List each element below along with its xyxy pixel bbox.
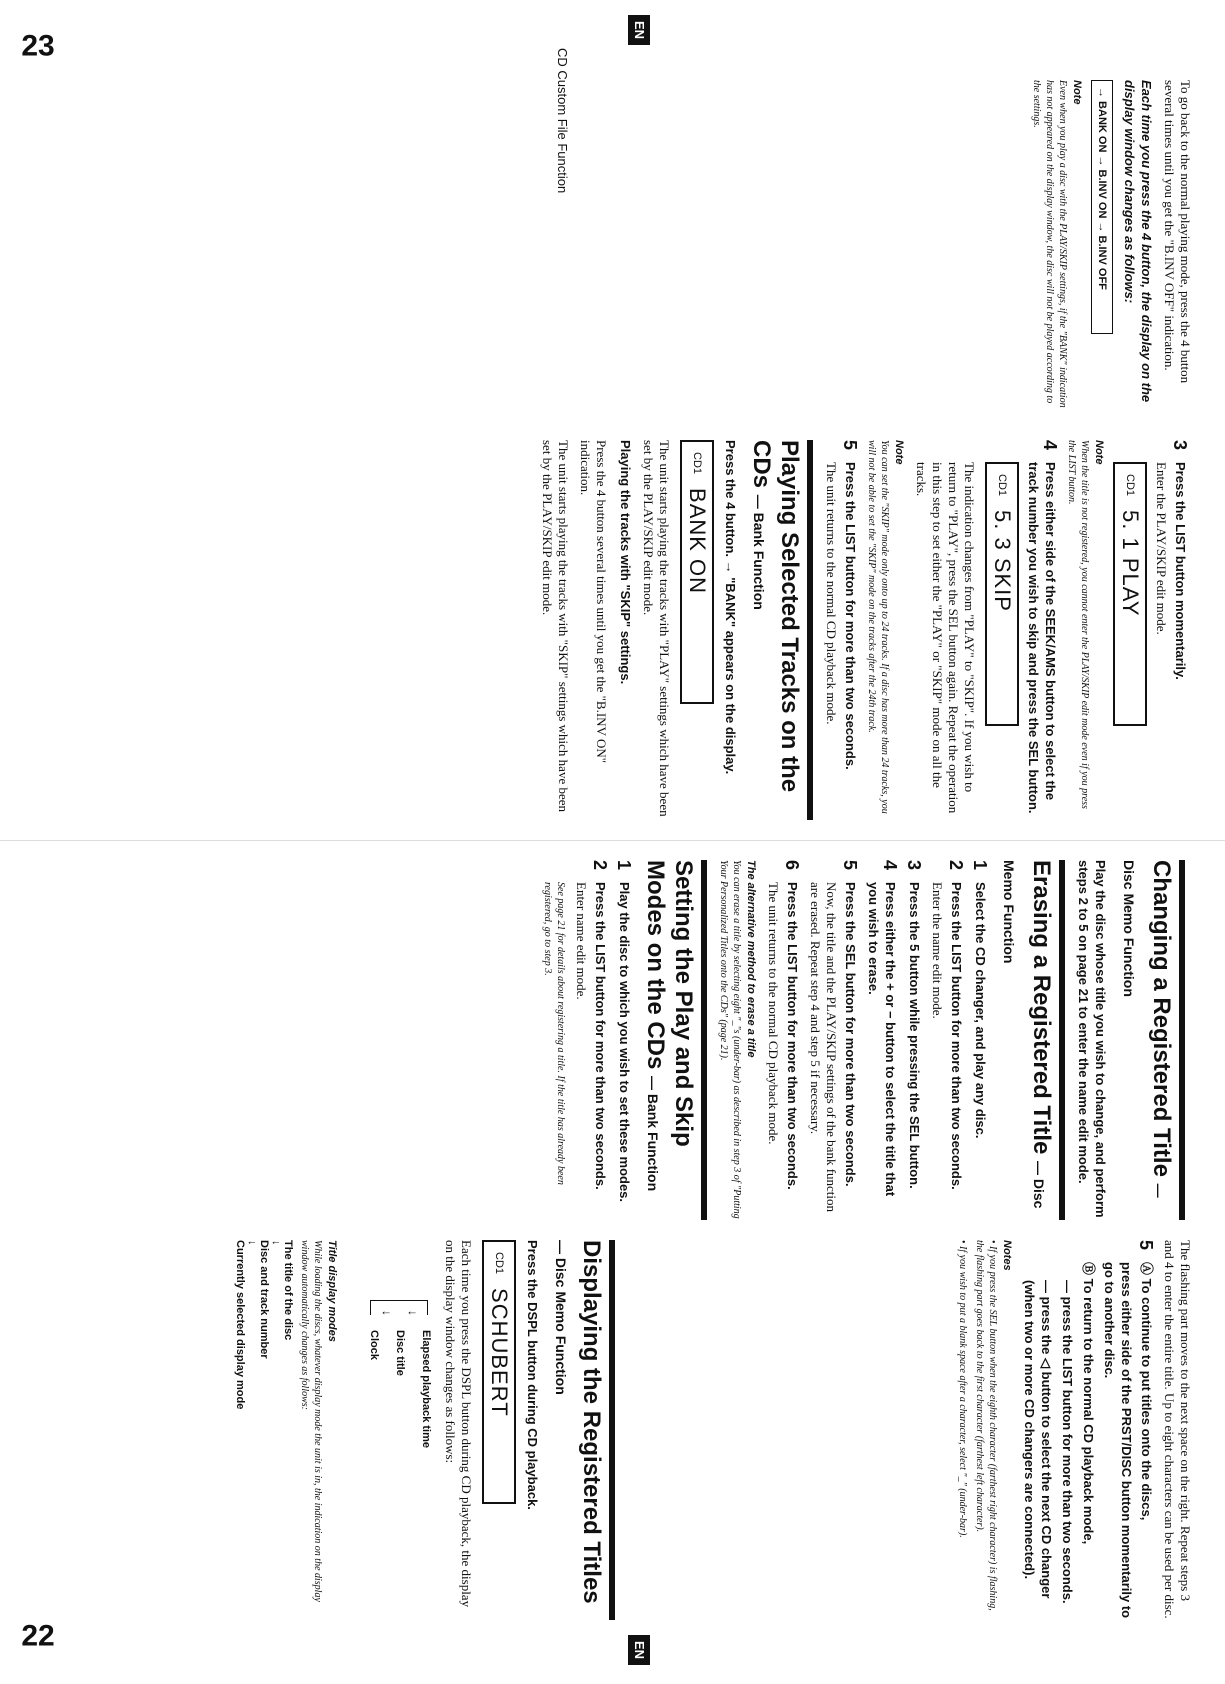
changing-lead: Play the disc whose title you wish to change, and perform steps 2 to 5 on page 21 to enter the name edit mode. <box>1076 860 1108 1218</box>
playing-body-1: The unit starts playing the tracks with "PLAY" settings which have been set by the PLAY/SKIP edit mode. <box>641 440 672 817</box>
step-5-row <box>1137 1240 1155 1620</box>
pskip-step-4-num: 4 <box>1040 440 1060 451</box>
display-play-cd: CD1 <box>1124 474 1136 497</box>
step-5-number: 5 <box>1136 1240 1156 1251</box>
erase-step-4-num: 4 <box>880 860 900 871</box>
diagram-elapsed: Elapsed playback time <box>420 1330 432 1448</box>
note-text: Even when you play a disc with the PLAY/SKIP settings, if the "BANK" indication has not appeared on the display window, the disc will not be played according to the settings. <box>1031 80 1068 408</box>
pskip-step-5-text: Press the LIST button for more than two seconds. <box>843 462 858 770</box>
notes-title: Notes <box>1001 1240 1013 1271</box>
display-cd: CD1 <box>493 1252 505 1275</box>
playing-lead: Press the 4 button. → "BANK" appears on the display. <box>723 440 738 775</box>
erase-step-5-body: Now, the title and the PLAY/SKIP settings of the bank function are erased. Repeat step 4 and step 5 if necessary. <box>808 882 839 1213</box>
modes-note: While loading the discs, whatever display mode the unit is in, the indication on the display window automatically changes as follows: <box>299 1240 323 1602</box>
step-5a-text: press either side of the PRST/DISC button momentarily to go to another disc. <box>1102 1262 1134 1619</box>
erase-step-6 <box>783 860 801 1220</box>
erase-step-1-text: Select the CD changer, and play any disc. <box>973 882 988 1139</box>
display-skip-cd: CD1 <box>996 474 1008 497</box>
arrow-down-icon: ↓ <box>246 1240 258 1246</box>
en-tab-22: EN <box>628 1635 650 1665</box>
set-step-2-num: 2 <box>590 860 610 871</box>
seq-3: Currently selected display mode <box>234 1240 246 1410</box>
erase-step-2 <box>947 860 965 1220</box>
display-play-text: 5. 1 PLAY <box>1118 510 1143 617</box>
alt-method-body: You can erase a title by selecting eight "_"s (under-bar) as described in step 3 of "Putting Your Personalized Titles onto the CDs" (page 21). <box>718 860 742 1219</box>
erase-step-3-num: 3 <box>904 860 924 871</box>
notes-item-2: • If you wish to put a blank space after a character, select "_" (under-bar). <box>956 1240 969 1620</box>
section-subtitle: — Disc Memo Function <box>553 1240 569 1395</box>
erase-step-4 <box>865 860 899 1220</box>
alt-method-heading: The alternative method to erase a title <box>745 860 757 1058</box>
section-body: Each time you press the DSPL button during CD playback, the display on the display window changes as follows: <box>443 1240 474 1608</box>
skip-body: Press the 4 button several times until you get the "B.INV ON" indication. <box>578 440 609 764</box>
display-skip-text: 5. 3 SKIP <box>990 510 1015 612</box>
playing-title-text: Playing Selected Tracks on the CDs <box>748 440 803 793</box>
notes-item-1: • If you press the SEL button when the eighth character (farthest right character) is flashing, the flashing part goes back to the first character (farthest left character). <box>973 1240 999 1620</box>
erase-step-1-num: 1 <box>970 860 990 871</box>
step-5b-label: Ⓑ To return to the normal CD playback mode, <box>1081 1262 1096 1545</box>
pskip-step-3-body: Enter the PLAY/SKIP edit mode. <box>1154 462 1169 635</box>
skip-heading: Playing the tracks with "SKIP" settings. <box>618 440 633 685</box>
changing-title-text: Changing a Registered Title <box>1148 860 1175 1177</box>
page-23-number: 23 <box>21 29 55 63</box>
erase-step-6-text: Press the LIST button for more than two seconds. <box>785 882 800 1190</box>
erase-step-4-text: Press either the + or − button to select the title that you wish to erase. <box>866 882 898 1197</box>
pskip-step-4-text: Press either side of the SEEK/AMS button to select the track number you wish to skip and press the SEL button. <box>1026 462 1058 814</box>
bank-cycle-flow: → BANK ON → B.INV ON → B.INV OFF <box>1091 80 1113 334</box>
set-step-1 <box>615 860 633 1220</box>
intro: The flashing part moves to the next space on the right. Repeat steps 3 and 4 to enter the entire title. Up to eight characters can be used per disc. <box>1162 1240 1193 1619</box>
erasing-subtitle: — Disc Memo Function <box>1001 860 1047 1209</box>
setting-title <box>639 860 707 1220</box>
seq-1: The title of the disc <box>282 1240 294 1341</box>
pskip-step-3 <box>1171 440 1189 820</box>
section-lead: Press the DSPL button during CD playback. <box>525 1240 540 1510</box>
arrow-down-icon: ↓ <box>270 1240 282 1246</box>
erasing-title-text: Erasing a Registered Title <box>1028 860 1055 1155</box>
playing-body-2: The unit starts playing the tracks with "SKIP" settings which have been set by the PLAY/SKIP edit mode. <box>540 440 571 813</box>
erase-step-1 <box>971 860 989 1220</box>
display-skip <box>985 462 1019 726</box>
display-text: SCHUBERT <box>487 1288 512 1417</box>
playing-subtitle: — Bank Function <box>751 494 767 610</box>
erase-step-2-body: Enter the name edit mode. <box>930 882 945 1019</box>
erase-step-5-text: Press the SEL button for more than two seconds. <box>843 882 858 1187</box>
note-2-text: You can set the "SKIP" mode only onto up to 24 tracks. If a disc has more than 24 tracks, you will not be able to set the "SKIP" mode on the tracks after the 24th track. <box>866 440 890 814</box>
col4-block <box>1026 80 1195 410</box>
pskip-step-5-num: 5 <box>840 440 860 451</box>
note-1-text: When the title is not registered, you cannot enter the PLAY/SKIP edit mode even if you press the LIST button. <box>1066 440 1090 809</box>
step-5a-label: Ⓐ To continue to put titles onto the discs, <box>1139 1262 1154 1521</box>
pskip-step-4-body: The indication changes from "PLAY" to "SKIP". If you wish to return to "PLAY", press the SEL button again. Repeat the operation in this step to set either the "PLAY" or "SKIP" mode on all the tracks. <box>914 462 977 814</box>
note-heading: Note <box>1071 80 1083 105</box>
col2-block <box>537 860 1195 1220</box>
diagram-clock: Clock <box>368 1330 380 1360</box>
set-step-2-note: See page 21 for details about registering a title. If the title has already been registered, go to step 3. <box>542 882 566 1185</box>
normal-mode-body: To go back to the normal playing mode, press the 4 button several times until you get the "B.INV OFF" indication. <box>1162 80 1193 384</box>
step-5b-dash-2: — press the ◁ button to select the next CD changer (when two or more CD changers are connected). <box>1022 1280 1054 1599</box>
page-gutter <box>0 840 1225 841</box>
erase-step-6-num: 6 <box>782 860 802 871</box>
pskip-step-5 <box>841 440 859 820</box>
erase-step-3-text: Press the 5 button while pressing the SEL button. <box>907 882 922 1189</box>
note-1-heading: Note <box>1093 440 1105 465</box>
setting-title-text: Setting the Play and Skip Modes on the CDs <box>642 860 697 1147</box>
section-title <box>547 1240 615 1620</box>
modes-heading: Title display modes <box>326 1240 338 1342</box>
section-title-text: Displaying the Registered Titles <box>578 1240 605 1604</box>
col1-block <box>952 1240 1195 1620</box>
set-step-2-body: Enter name edit mode. <box>574 882 589 1000</box>
set-step-1-text: Play the disc to which you wish to set these modes. <box>617 882 632 1203</box>
display-bank <box>680 440 714 704</box>
loop-line <box>370 1300 428 1315</box>
col3-block <box>533 440 1195 820</box>
changing-title <box>1115 860 1185 1220</box>
step-5b-dash-1: — press the LIST button for more than two seconds. <box>1060 1280 1075 1604</box>
arrow-down-icon: ↓ <box>380 1310 394 1316</box>
display-bank-cd: CD1 <box>691 452 703 475</box>
pskip-step-3-text: Press the LIST button momentarily. <box>1173 462 1188 680</box>
diagram-disc-title: Disc title <box>394 1330 406 1376</box>
page-22-number: 22 <box>21 1619 55 1653</box>
erase-step-6-body: The unit returns to the normal CD playback mode. <box>766 882 781 1145</box>
set-step-2 <box>591 860 609 1220</box>
erase-step-5 <box>841 860 859 1220</box>
note-2-heading: Note <box>893 440 905 465</box>
set-step-2-text: Press the LIST button for more than two seconds. <box>593 882 608 1190</box>
erase-step-3 <box>905 860 923 1220</box>
erasing-title <box>995 860 1065 1220</box>
displaying-titles-section <box>234 1240 625 1620</box>
pskip-step-3-num: 3 <box>1170 440 1190 451</box>
setting-subtitle: — Bank Function <box>645 1076 661 1192</box>
playing-title <box>745 440 813 820</box>
display-cycle-diagram <box>346 1240 436 1620</box>
display-play <box>1113 462 1147 726</box>
changing-subtitle: — Disc Memo Function <box>1121 860 1167 1198</box>
running-footer-23: CD Custom File Function <box>555 48 570 194</box>
display-window <box>482 1240 516 1504</box>
set-step-1-num: 1 <box>614 860 634 871</box>
loading-sequence <box>234 1240 294 1620</box>
seq-2: Disc and track number <box>258 1240 270 1359</box>
erase-step-5-num: 5 <box>840 860 860 871</box>
arrow-down-icon: ↓ <box>406 1310 420 1316</box>
erase-step-2-num: 2 <box>946 860 966 871</box>
erase-step-2-text: Press the LIST button for more than two seconds. <box>949 882 964 1190</box>
display-bank-text: BANK ON <box>685 488 710 595</box>
pskip-step-5-body: The unit returns to the normal CD playback mode. <box>824 462 839 725</box>
pskip-step-4 <box>1025 440 1059 820</box>
en-tab-23: EN <box>628 15 650 45</box>
cycle-lead: Each time you press the 4 button, the display on the display window changes as follows: <box>1122 80 1154 403</box>
